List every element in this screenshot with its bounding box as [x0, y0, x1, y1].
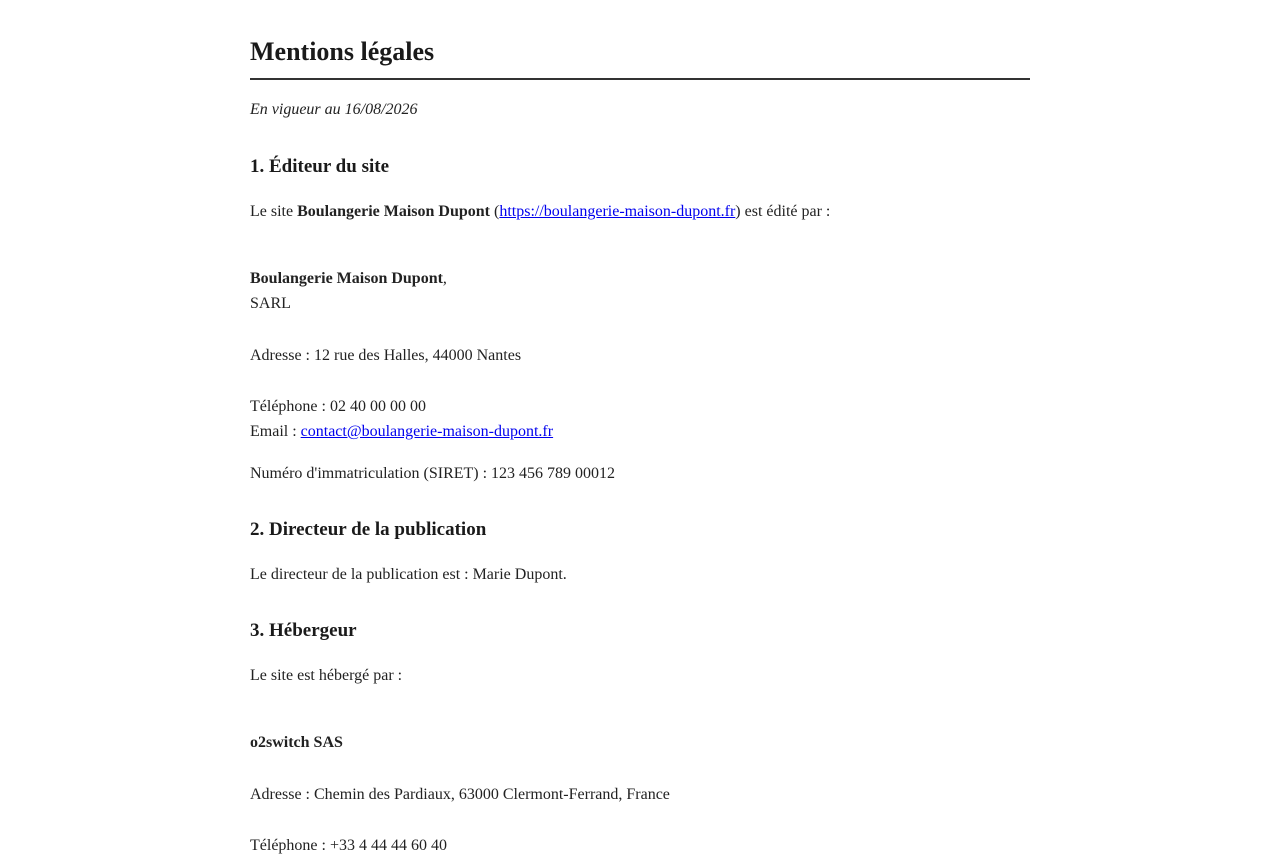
company-comma: ,: [442, 270, 447, 287]
section-heading-editor: 1. Éditeur du site: [250, 156, 390, 177]
editor-intro-prefix: Le site: [250, 203, 294, 220]
effective-date: En vigueur au 16/08/2026: [250, 101, 418, 118]
open-paren: (: [494, 203, 500, 220]
siret-number: Numéro d'immatriculation (SIRET) : 123 456 789 00012: [250, 465, 616, 482]
host-phone: Téléphone : +33 4 44 44 60 40: [250, 837, 447, 854]
legal-form: SARL: [250, 295, 291, 312]
host-intro: Le site est hébergé par :: [250, 667, 403, 684]
editor-intro: [250, 202, 830, 222]
company-name-line: [250, 269, 447, 289]
company-name: Boulangerie Maison Dupont: [250, 270, 443, 287]
host-name: o2switch SAS: [250, 734, 343, 751]
page-title: Mentions légales: [250, 37, 435, 66]
site-url-link[interactable]: https://boulangerie-maison-dupont.fr: [499, 203, 736, 220]
site-name: Boulangerie Maison Dupont: [297, 203, 491, 220]
section-heading-host: 3. Hébergeur: [250, 620, 357, 641]
host-name-line: [250, 733, 343, 753]
editor-address: Adresse : 12 rue des Halles, 44000 Nantes: [250, 347, 522, 364]
email-label: Email :: [250, 423, 297, 440]
title-divider: [250, 78, 1030, 80]
editor-phone: Téléphone : 02 40 00 00 00: [250, 398, 426, 415]
email-link[interactable]: contact@boulangerie-maison-dupont.fr: [300, 423, 554, 440]
host-address: Adresse : Chemin des Pardiaux, 63000 Clermont-Ferrand, France: [250, 786, 670, 803]
section-heading-publication-director: 2. Directeur de la publication: [250, 519, 487, 540]
editor-email-line: [250, 422, 553, 442]
publication-director-text: Le directeur de la publication est : Marie Dupont.: [250, 566, 567, 583]
editor-intro-suffix: ) est édité par :: [735, 203, 831, 220]
